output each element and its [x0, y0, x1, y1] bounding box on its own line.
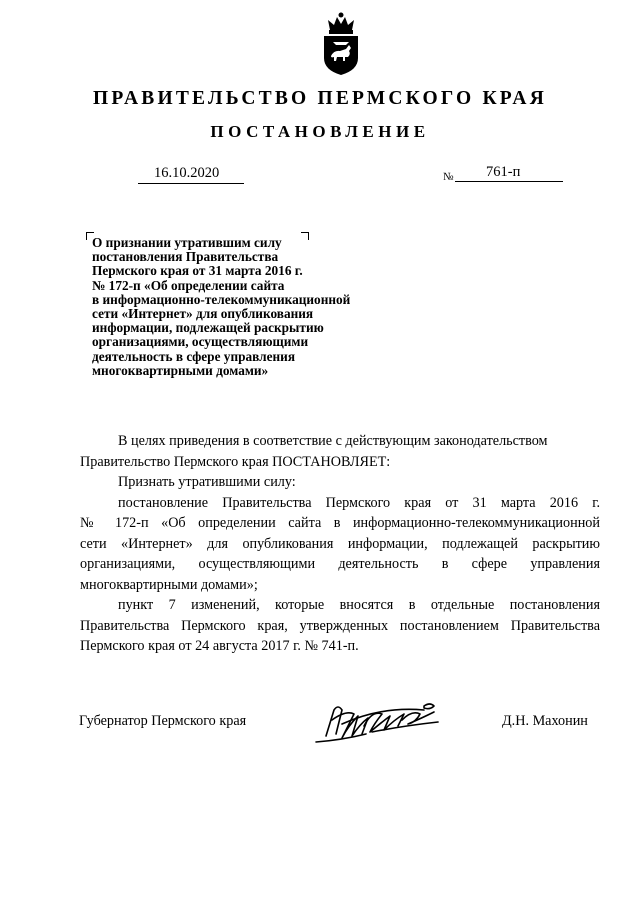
body-line: Признать утратившими силу:	[118, 474, 296, 490]
title-line: постановления Правительства	[92, 249, 279, 265]
coat-of-arms-emblem	[318, 12, 364, 76]
document-body	[80, 431, 600, 657]
title-line: в информационно-телекоммуникационной	[92, 291, 351, 307]
body-line: постановление Правительства Пермского края от 31 марта 2016 г.	[118, 494, 600, 511]
body-line: организациями, осуществляющими деятельность в сфере управления	[80, 556, 600, 572]
body-line: № 172-п «Об определении сайта в информационно-телекоммуникационной	[80, 515, 600, 531]
title-line: сети «Интернет» для опубликования	[92, 306, 314, 322]
government-title: ПРАВИТЕЛЬСТВО ПЕРМСКОГО КРАЯ	[93, 88, 547, 109]
body-line: Правительства Пермского края, утвержденных постановлением Правительства	[80, 617, 600, 634]
body-line: Правительство Пермского края ПОСТАНОВЛЯЕТ:	[80, 453, 391, 470]
body-line: Пермского края от 24 августа 2017 г. № 741-п.	[80, 638, 359, 654]
date-underline	[138, 183, 244, 184]
title-line: многоквартирными домами»	[92, 362, 269, 378]
document-type: ПОСТАНОВЛЕНИЕ	[210, 122, 430, 141]
body-line: сети «Интернет» для опубликования информации, подлежащей раскрытию	[80, 535, 600, 552]
title-line: информации, подлежащей раскрытию	[92, 320, 324, 336]
title-line: деятельность в сфере управления	[92, 348, 296, 364]
title-line: Пермского края от 31 марта 2016 г.	[92, 263, 303, 279]
signatory-position: Губернатор Пермского края	[79, 713, 247, 729]
signatory-name: Д.Н. Махонин	[502, 713, 588, 729]
document-date: 16.10.2020	[154, 165, 220, 181]
handwritten-signature	[312, 696, 444, 748]
title-line: организациями, осуществляющими	[92, 334, 309, 350]
body-line: В целях приведения в соответствие с действующим законодательством	[118, 433, 548, 449]
body-line: многоквартирными домами»;	[80, 576, 258, 593]
document-title	[92, 236, 422, 378]
body-line: пункт 7 изменений, которые вносятся в отдельные постановления	[118, 597, 600, 613]
number-underline	[455, 181, 563, 182]
title-line: № 172-п «Об определении сайта	[92, 277, 285, 293]
document-number: 761-п	[486, 164, 521, 180]
title-line: О признании утратившим силу	[92, 235, 282, 250]
number-sign: №	[443, 171, 454, 183]
